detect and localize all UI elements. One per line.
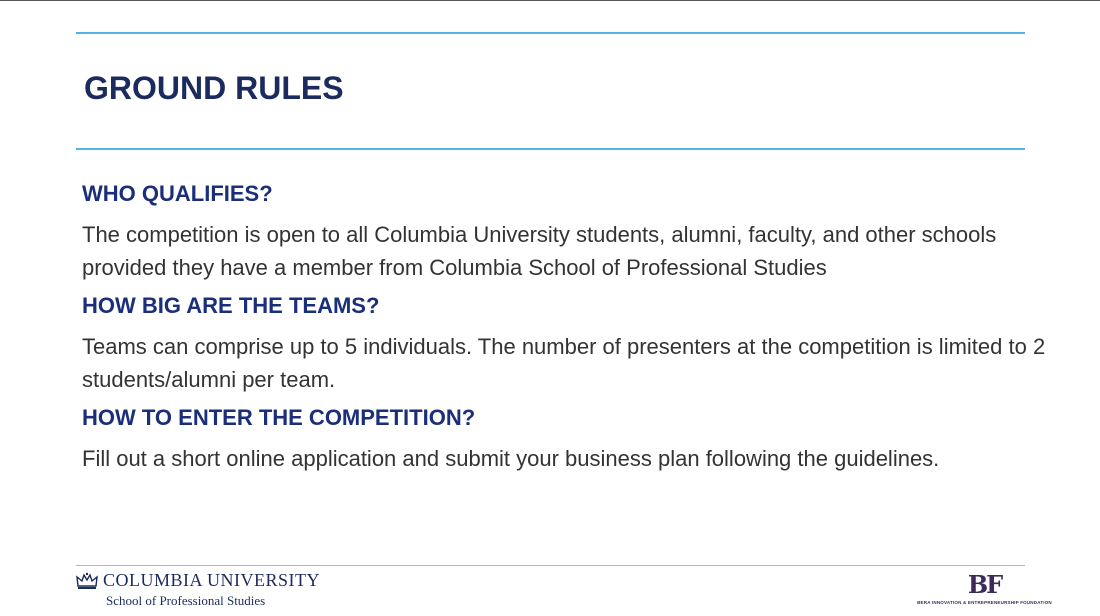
crown-icon bbox=[76, 572, 98, 590]
section-heading: HOW BIG ARE THE TEAMS? bbox=[82, 293, 380, 318]
partner-logo bbox=[912, 572, 1057, 605]
title-divider bbox=[76, 148, 1025, 150]
section-heading: HOW TO ENTER THE COMPETITION? bbox=[82, 405, 476, 430]
school-name: School of Professional Studies bbox=[106, 593, 266, 608]
section-how-to-enter bbox=[82, 402, 1062, 475]
section-who-qualifies bbox=[82, 178, 1062, 284]
section-body: Fill out a short online application and submit your business plan following the guidelines. bbox=[82, 446, 940, 471]
university-name: COLUMBIA UNIVERSITY bbox=[103, 570, 321, 590]
section-team-size bbox=[82, 290, 1062, 396]
rules-content bbox=[82, 178, 1062, 475]
section-heading: WHO QUALIFIES? bbox=[82, 181, 273, 206]
slide-title bbox=[84, 70, 344, 107]
partner-mark: BF bbox=[967, 570, 1002, 599]
section-body: The competition is open to all Columbia University students, alumni, faculty, and other schools provided they have a member from Columbia School of Professional Studies bbox=[82, 222, 997, 280]
title-light: GROUND bbox=[84, 70, 227, 106]
partner-name: BERA INNOVATION & ENTREPRENEURSHIP FOUNDATION bbox=[917, 600, 1052, 605]
section-body: Teams can comprise up to 5 individuals. The number of presenters at the competition is limited to 2 students/alumni per team. bbox=[82, 334, 1046, 392]
columbia-logo bbox=[76, 570, 320, 609]
footer-divider bbox=[76, 565, 1025, 566]
top-divider bbox=[76, 32, 1025, 34]
top-border bbox=[0, 0, 1100, 1]
title-bold: RULES bbox=[235, 70, 344, 106]
